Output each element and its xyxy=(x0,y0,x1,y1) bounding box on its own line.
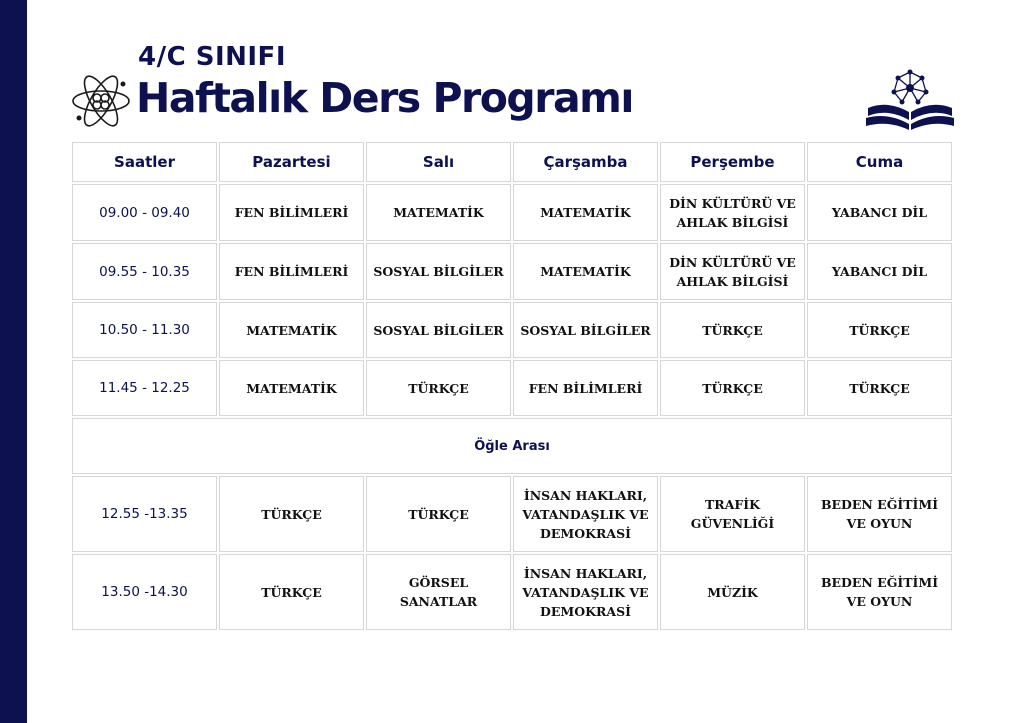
column-header-friday: Cuma xyxy=(807,142,952,182)
table-row xyxy=(72,554,952,630)
page-title: Haftalık Ders Programı xyxy=(136,74,633,122)
lesson-cell: DİN KÜLTÜRÜ VE AHLAK BİLGİSİ xyxy=(660,243,805,300)
column-header-thursday: Perşembe xyxy=(660,142,805,182)
lesson-cell: TÜRKÇE xyxy=(660,360,805,416)
class-name: 4/C SINIFI xyxy=(138,42,286,72)
schedule-table xyxy=(70,140,954,632)
atom-icon xyxy=(70,70,132,132)
lesson-cell: MATEMATİK xyxy=(366,184,511,241)
lesson-cell: YABANCI DİL xyxy=(807,184,952,241)
lesson-cell: MATEMATİK xyxy=(219,360,364,416)
lesson-cell: FEN BİLİMLERİ xyxy=(513,360,658,416)
column-header-tuesday: Salı xyxy=(366,142,511,182)
lesson-cell: FEN BİLİMLERİ xyxy=(219,184,364,241)
lesson-cell: TÜRKÇE xyxy=(366,476,511,552)
side-accent-bar xyxy=(0,0,27,723)
lesson-cell: TRAFİK GÜVENLİĞİ xyxy=(660,476,805,552)
time-cell: 10.50 - 11.30 xyxy=(72,302,217,358)
column-header-hours: Saatler xyxy=(72,142,217,182)
lesson-cell: İNSAN HAKLARI, VATANDAŞLIK VE DEMOKRASİ xyxy=(513,554,658,630)
lesson-cell: DİN KÜLTÜRÜ VE AHLAK BİLGİSİ xyxy=(660,184,805,241)
time-cell: 09.55 - 10.35 xyxy=(72,243,217,300)
table-row xyxy=(72,302,952,358)
lesson-cell: GÖRSEL SANATLAR xyxy=(366,554,511,630)
open-book-network-icon xyxy=(864,68,956,132)
lesson-cell: SOSYAL BİLGİLER xyxy=(366,243,511,300)
lesson-cell: MATEMATİK xyxy=(513,184,658,241)
header-row xyxy=(72,142,952,182)
lesson-cell: SOSYAL BİLGİLER xyxy=(513,302,658,358)
lesson-cell: FEN BİLİMLERİ xyxy=(219,243,364,300)
lesson-cell: MÜZİK xyxy=(660,554,805,630)
lesson-cell: YABANCI DİL xyxy=(807,243,952,300)
lunch-break-label: Öğle Arası xyxy=(72,418,952,474)
lesson-cell: TÜRKÇE xyxy=(219,476,364,552)
table-row xyxy=(72,243,952,300)
lesson-cell: SOSYAL BİLGİLER xyxy=(366,302,511,358)
table-row xyxy=(72,476,952,552)
lesson-cell: TÜRKÇE xyxy=(807,302,952,358)
lesson-cell: TÜRKÇE xyxy=(219,554,364,630)
table-row xyxy=(72,184,952,241)
lesson-cell: TÜRKÇE xyxy=(660,302,805,358)
time-cell: 11.45 - 12.25 xyxy=(72,360,217,416)
table-row xyxy=(72,360,952,416)
column-header-wednesday: Çarşamba xyxy=(513,142,658,182)
lesson-cell: BEDEN EĞİTİMİ VE OYUN xyxy=(807,554,952,630)
lesson-cell: TÜRKÇE xyxy=(807,360,952,416)
time-cell: 09.00 - 09.40 xyxy=(72,184,217,241)
lesson-cell: İNSAN HAKLARI, VATANDAŞLIK VE DEMOKRASİ xyxy=(513,476,658,552)
lesson-cell: MATEMATİK xyxy=(513,243,658,300)
time-cell: 13.50 -14.30 xyxy=(72,554,217,630)
time-cell: 12.55 -13.35 xyxy=(72,476,217,552)
lesson-cell: MATEMATİK xyxy=(219,302,364,358)
lesson-cell: TÜRKÇE xyxy=(366,360,511,416)
column-header-monday: Pazartesi xyxy=(219,142,364,182)
lunch-row xyxy=(72,418,952,474)
lesson-cell: BEDEN EĞİTİMİ VE OYUN xyxy=(807,476,952,552)
